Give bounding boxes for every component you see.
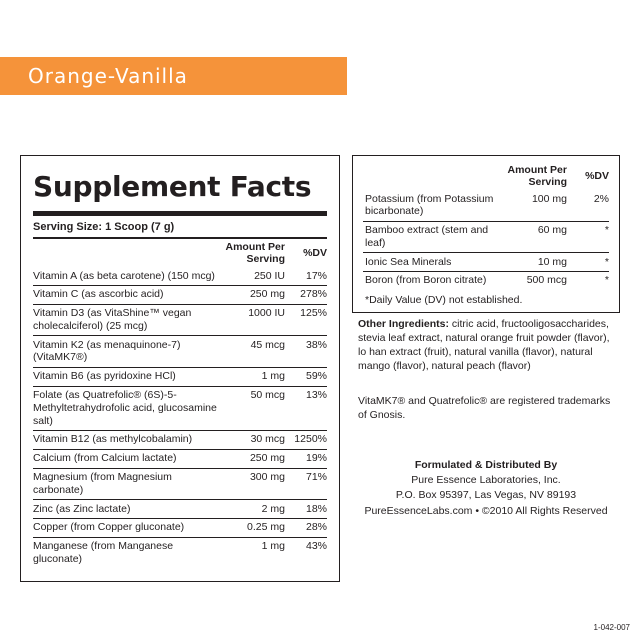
- nutrient-amount: 50 mcg: [223, 386, 285, 430]
- table-row: [363, 271, 609, 289]
- nutrient-name: Ionic Sea Minerals: [363, 253, 494, 272]
- nutrient-name: Copper (from Copper gluconate): [33, 518, 223, 537]
- col-nutrient-continued: [363, 162, 494, 190]
- flavor-label: Orange-Vanilla: [28, 64, 188, 88]
- serving-size: Serving Size: 1 Scoop (7 g): [33, 221, 175, 233]
- nutrient-name: Bamboo extract (stem and leaf): [363, 221, 494, 253]
- other-ingredients: [358, 318, 620, 373]
- distributor-website: PureEssenceLabs.com • ©2010 All Rights Reserved: [364, 504, 608, 517]
- nutrient-dv: 13%: [285, 386, 327, 430]
- table-row: [33, 449, 327, 468]
- nutrient-name: Boron (from Boron citrate): [365, 274, 487, 287]
- table-row: [33, 336, 327, 368]
- nutrient-amount: 100 mg: [494, 190, 567, 221]
- supplement-facts-panel: [20, 155, 340, 582]
- nutrient-name: Vitamin A (as beta carotene) (150 mcg): [33, 267, 223, 285]
- nutrient-dv: 43%: [305, 540, 327, 553]
- nutrient-dv: 28%: [285, 518, 327, 537]
- nutrient-amount: 2 mg: [223, 500, 285, 519]
- nutrient-amount: 60 mg: [494, 221, 567, 253]
- nutrient-name: Zinc (as Zinc lactate): [33, 500, 223, 519]
- table-row: [363, 221, 609, 253]
- nutrient-dv: 71%: [285, 468, 327, 500]
- nutrient-name: Manganese (from Manganese gluconate): [33, 540, 174, 566]
- daily-value-footnote: *Daily Value (DV) not established.: [365, 293, 523, 306]
- table-row: [33, 267, 327, 285]
- table-row: [33, 304, 327, 336]
- other-ingredients-text: citric acid, fructooligosaccharides, stevia leaf extract, natural orange fruit powder (flavor), lo han extract (fruit), natural vanilla (flavor), natural mango (flavor), natural peach (flavor): [358, 318, 610, 372]
- nutrient-amount: 250 mg: [223, 449, 285, 468]
- col-dv-continued: %DV: [585, 170, 609, 182]
- nutrient-amount: 1 mg: [261, 540, 285, 553]
- nutrient-name: Folate (as Quatrefolic® (6S)-5-Methyltetrahydrofolic acid, glucosamine salt): [33, 386, 223, 430]
- table-row: [33, 430, 327, 449]
- nutrient-amount: 250 mg: [223, 285, 285, 304]
- nutrient-amount: 250 IU: [223, 267, 285, 285]
- table-row: [33, 500, 327, 519]
- nutrient-dv: 18%: [285, 500, 327, 519]
- nutrient-name: Potassium (from Potassium bicarbonate): [363, 190, 494, 221]
- nutrient-name: Calcium (from Calcium lactate): [33, 449, 223, 468]
- nutrient-dv: 2%: [567, 190, 609, 221]
- distributor-address: P.O. Box 95397, Las Vegas, NV 89193: [395, 489, 577, 502]
- nutrient-dv: 1250%: [285, 430, 327, 449]
- col-nutrient: [33, 239, 223, 267]
- table-row: [33, 367, 327, 386]
- supplement-facts-continued-panel: [352, 155, 620, 313]
- col-amount-per-serving-continued: Amount Per Serving: [507, 164, 567, 188]
- nutrient-dv: 278%: [285, 285, 327, 304]
- nutrient-dv: *: [567, 221, 609, 253]
- distributor-block: [352, 458, 620, 519]
- col-amount-per-serving: Amount Per Serving: [225, 241, 285, 265]
- nutrient-amount: 500 mcg: [526, 274, 567, 287]
- nutrient-amount: 45 mcg: [223, 336, 285, 368]
- nutrient-name: Vitamin B12 (as methylcobalamin): [33, 430, 223, 449]
- trademark-note: VitaMK7® and Quatrefolic® are registered trademarks of Gnosis.: [358, 395, 611, 421]
- table-header-row-continued: [363, 162, 609, 190]
- nutrient-amount: 1 mg: [223, 367, 285, 386]
- nutrient-dv: *: [604, 274, 609, 287]
- nutrient-dv: 59%: [285, 367, 327, 386]
- distributor-title: Formulated & Distributed By: [414, 459, 558, 471]
- nutrient-dv: 19%: [285, 449, 327, 468]
- nutrient-amount: 10 mg: [494, 253, 567, 272]
- product-code: 1-042-007: [593, 623, 630, 632]
- nutrient-dv: 17%: [285, 267, 327, 285]
- nutrient-name: Vitamin D3 (as VitaShine™ vegan cholecalciferol) (25 mcg): [33, 304, 223, 336]
- nutrient-amount: 30 mcg: [223, 430, 285, 449]
- nutrient-name: Vitamin C (as ascorbic acid): [33, 285, 223, 304]
- page-title: Supplement Facts: [33, 170, 312, 203]
- table-row: [33, 518, 327, 537]
- supplement-facts-continued-table: [363, 162, 609, 290]
- nutrient-dv: 125%: [285, 304, 327, 336]
- nutrient-dv: 38%: [285, 336, 327, 368]
- nutrient-name: Vitamin B6 (as pyridoxine HCl): [33, 367, 223, 386]
- col-dv: %DV: [303, 247, 327, 259]
- table-row: [33, 468, 327, 500]
- supplement-facts-table: [33, 239, 327, 568]
- nutrient-name: Magnesium (from Magnesium carbonate): [33, 468, 223, 500]
- table-row: [33, 386, 327, 430]
- flavor-banner: [0, 57, 347, 95]
- other-ingredients-title: Other Ingredients:: [358, 318, 450, 330]
- table-row: [363, 190, 609, 221]
- nutrient-amount: 1000 IU: [223, 304, 285, 336]
- distributor-company: Pure Essence Laboratories, Inc.: [411, 474, 561, 487]
- nutrient-amount: 0.25 mg: [223, 518, 285, 537]
- nutrient-amount: 300 mg: [223, 468, 285, 500]
- nutrient-dv: *: [567, 253, 609, 272]
- table-row: [33, 285, 327, 304]
- table-row: [363, 253, 609, 272]
- table-header-row: [33, 239, 327, 267]
- nutrient-name: Vitamin K2 (as menaquinone-7) (VitaMK7®): [33, 336, 223, 368]
- table-row: [33, 537, 327, 568]
